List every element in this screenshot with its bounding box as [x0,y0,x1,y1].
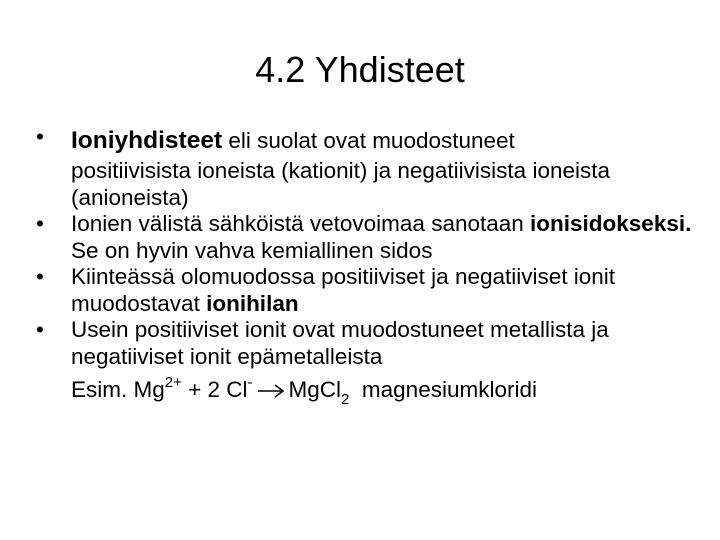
example-name: magnesiumkloridi [361,377,537,402]
term-ionihila: ionihilan [206,290,299,316]
bullet-text: Usein positiiviset ionit ovat muodostuneet metallista ja negatiiviset ionit epämetalleista [71,317,609,369]
bullet-ionisidos [28,211,708,264]
bullet-ioniyhdisteet [28,124,708,211]
mg-charge: 2+ [164,374,182,391]
cl-charge: - [247,374,253,391]
term-ionisidos: ionisidokseksi. [530,211,692,236]
bullet-dot: • [36,317,44,342]
bullet-text: eli suolat ovat muodostuneet [222,128,515,153]
bullet-first-line [71,124,708,158]
bullet-dot: • [36,264,44,289]
bullet-dot: • [36,211,44,236]
example-middle: + 2 Cl [181,377,248,402]
slide-title: 4.2 Yhdisteet [255,49,465,90]
arrow-right-icon [257,384,285,398]
term-ioniyhdisteet: Ioniyhdisteet [71,127,223,154]
bullet-text: Kiinteässä olomuodossa positiiviset ja negatiiviset ionit muodostavat [71,264,616,316]
bullet-text: Ionien välistä sähköistä vetovoimaa sanotaan [71,211,531,236]
bullet-text-continued: Se on hyvin vahva kemiallinen sidos [71,237,433,263]
example-prefix: Esim. Mg [71,377,165,402]
bullet-metallit [28,317,708,406]
product-subscript: 2 [341,391,350,408]
bullet-ionihila [28,264,708,317]
bullet-text-continued: positiivisista ioneista (kationit) ja negatiivisista ioneista (anioneista) [71,158,611,210]
example-equation [71,374,708,406]
example-product: MgCl [288,377,342,402]
bullet-dot: • [36,124,44,149]
bullet-list [28,124,708,406]
